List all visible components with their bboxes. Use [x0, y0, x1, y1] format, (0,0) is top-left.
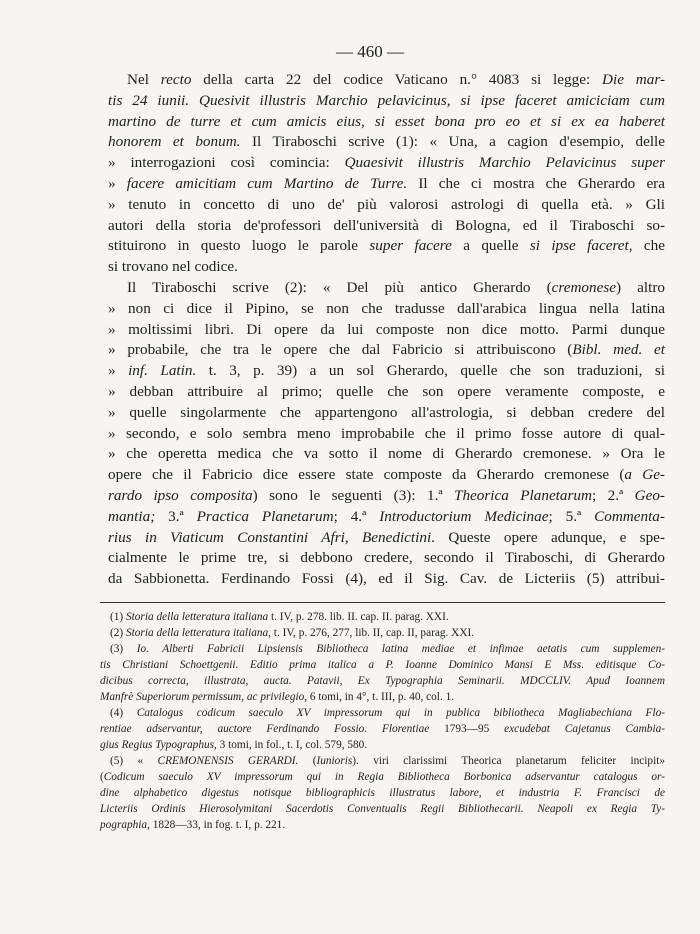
- italic-text: Catalogus codicum saeculo XV impressorum qui in publica bibliotheca Magliabechiana Flo-: [136, 707, 665, 719]
- text: » debban attribuire al primo; quelle che son opere veramente composte, e: [108, 383, 665, 400]
- text: (5) «: [110, 755, 158, 767]
- text: a quelle: [451, 237, 530, 255]
- footnote-line: [100, 770, 665, 785]
- text: » probabile, che tra le opere che dal Fabricio si attribuiscono (: [108, 341, 573, 359]
- text-line: [108, 195, 665, 215]
- text: »: [108, 362, 129, 380]
- italic-text: Commenta-: [594, 507, 665, 525]
- text: (4): [110, 707, 137, 719]
- footnote-line: [110, 754, 665, 769]
- text: » secondo, e solo sembra meno improbabile che il primo fosse autore di qual-: [108, 424, 665, 442]
- italic-text: recto: [160, 71, 192, 88]
- italic-text: super facere: [369, 237, 452, 255]
- text-line: [108, 91, 665, 111]
- italic-text: CREMONENSIS GERARDI.: [157, 755, 299, 767]
- text: autori della storia de'professori dell'università di Bologna, ed il Tiraboschi so-: [108, 216, 665, 234]
- text: » tenuto in concetto di uno de' più valorosi astrologi di quella età. » Gli: [108, 195, 665, 213]
- italic-text: Storia della letteratura italiana: [126, 611, 269, 623]
- text: della carta 22 del codice Vaticano n.° 4083 si legge:: [191, 71, 603, 88]
- text-line: [127, 70, 665, 90]
- footnote-divider: [100, 602, 665, 603]
- italic-text: Licteriis Ordinis Hierosolymitani Sacerdotis Conventualis Regii Bibliothecarii. Neapoli ex Regia Ty-: [100, 803, 665, 815]
- italic-text: Introductorium Medicinae: [379, 507, 549, 525]
- text-line: [108, 174, 665, 194]
- italic-text: inf. Latin.: [128, 362, 197, 380]
- footnote-line: [110, 642, 665, 657]
- footnote-line: [100, 658, 665, 673]
- text-line: [108, 112, 665, 132]
- italic-text: mantia;: [108, 507, 156, 525]
- text: da Sabbionetta. Ferdinando Fossi (4), ed il Sig. Cav. de Licteriis (5) attribui-: [108, 570, 665, 588]
- text: 3.ª: [155, 507, 197, 525]
- text: (: [100, 771, 104, 783]
- text: . Queste opere adunque, e spe-: [431, 528, 665, 546]
- text: ). viri clarissimi Theorica planetarum feliciter incipit»: [352, 755, 666, 767]
- italic-text: martino de turre et cum amicis eius, si esset bona pro eo et si ex ea haberet: [108, 112, 665, 130]
- text-line: [108, 257, 665, 277]
- text-line: [108, 361, 665, 381]
- italic-text: Theorica Planetarum: [454, 487, 592, 504]
- text: (: [298, 755, 317, 767]
- text: opere che il Fabricio dice essere state composte da Gherardo cremonese (: [108, 466, 625, 484]
- footnote-line: [100, 786, 665, 801]
- text: Il Tiraboschi scrive (1): « Una, a cagion d'esempio, delle: [240, 133, 666, 151]
- italic-text: si ipse faceret: [529, 237, 629, 255]
- italic-text: Manfrè Superiorum permissum, ac privilegio,: [100, 691, 308, 703]
- footnote-line: [100, 722, 665, 737]
- italic-text: Die mar-: [602, 71, 666, 88]
- text: 3 tomi, in fol., t. I, col. 579, 580.: [216, 739, 368, 751]
- text-line: [108, 486, 665, 506]
- text-line: [108, 444, 665, 464]
- footnote-line: [110, 610, 665, 625]
- italic-text: honorem et bonum.: [108, 133, 241, 151]
- text: cialmente le prime tre, si debbono credere, secondo il Tiraboschi, di Gherardo: [108, 549, 665, 567]
- text-line: [108, 236, 665, 256]
- italic-text: Iunioris: [316, 755, 353, 767]
- footnote-line: [100, 818, 665, 833]
- text-line: [108, 548, 665, 568]
- text-line: [108, 132, 665, 152]
- text-line: [108, 320, 665, 340]
- text: t. IV, p. 278. lib. II. cap. II. parag. XXI.: [268, 611, 449, 623]
- text: » quelle singolarmente che appartengono all'astrologia, si debban credere del: [108, 403, 665, 421]
- italic-text: dicibus correcta, illustrata, aucta. Patavii, Ex Typographia Seminarii. MDCCLIV. Apud Ioannem: [100, 675, 665, 687]
- text: ) altro: [616, 279, 665, 296]
- text-line: [108, 569, 665, 589]
- text: Il Tiraboschi scrive (2): « Del più antico Gherardo (: [127, 279, 552, 296]
- text-line: [127, 278, 665, 298]
- italic-text: dine alphabetico digestus notisque bibliographicis illustratus labore, et industria F. Francisci de: [100, 787, 665, 799]
- italic-text: rentiae adservantur, auctore Ferdinando Fossio. Florentiae: [100, 723, 430, 735]
- text: stituirono in questo luogo le parole: [108, 237, 370, 255]
- italic-text: a Ge-: [624, 466, 665, 484]
- italic-text: gius Regius Typographus,: [100, 739, 217, 751]
- text: si trovano nel codice.: [108, 258, 238, 276]
- italic-text: pographia: [100, 819, 148, 831]
- text: Nel: [127, 71, 161, 88]
- footnote-line: [100, 738, 665, 753]
- text: (3): [110, 643, 137, 655]
- text-line: [108, 528, 665, 548]
- italic-text: tis 24 iunii. Quesivit illustris Marchio pelavicinus, si ipse faceret amiciciam cum: [108, 91, 665, 109]
- text: ; 5.ª: [548, 507, 595, 525]
- text: 6 tomi, in 4°, t. III, p. 40, col. 1.: [307, 691, 455, 703]
- text: »: [108, 175, 127, 192]
- text: » che operetta medica che va sotto il nome di Gherardo cremonese. » Ora le: [108, 445, 665, 463]
- italic-text: Quaesivit illustris Marchio Pelavicinus super: [344, 154, 665, 172]
- italic-text: Bibl. med. et: [572, 341, 665, 359]
- text: , che: [628, 237, 666, 255]
- italic-text: Io. Alberti Fabricii Lipsiensis Bibliotheca latina mediae et infimae aetatis cum supplemen-: [136, 643, 665, 655]
- text: (1): [110, 611, 126, 623]
- text-line: [108, 340, 665, 360]
- italic-text: Geo-: [634, 487, 665, 504]
- italic-text: tis Christiani Schoettgenii. Editio prima italica a P. Ioanne Dominico Mansi E Mss. editisque Co-: [100, 659, 665, 671]
- text-line: [108, 216, 665, 236]
- text: ; 2.ª: [591, 487, 635, 504]
- italic-text: Storia della letteratura italiana,: [126, 627, 271, 639]
- italic-text: rardo ipso composita: [108, 487, 253, 504]
- footnote-line: [100, 802, 665, 817]
- italic-text: cremonese: [551, 279, 617, 296]
- footnote-line: [110, 626, 665, 641]
- text: t. IV, p. 276, 277, lib. II, cap. II, parag. XXI.: [270, 627, 475, 639]
- text-line: [108, 153, 665, 173]
- footnote-line: [100, 674, 665, 689]
- italic-text: rius in Viaticum Constantini Afri, Benedictini: [108, 528, 432, 546]
- text-line: [108, 382, 665, 402]
- text: » non ci dice il Pipino, se non che tradusse dall'arabica lingua nella latina: [108, 299, 665, 317]
- text: , 1828—33, in fog. t. I, p. 221.: [147, 819, 286, 831]
- italic-text: facere amicitiam cum Martino de Turre.: [126, 175, 408, 192]
- text: » interrogazioni così comincia:: [108, 154, 345, 172]
- footnote-line: [100, 690, 665, 705]
- text-line: [108, 465, 665, 485]
- text: ) sono le seguenti (3): 1.ª: [252, 487, 454, 504]
- text: (2): [110, 627, 126, 639]
- text: » moltissimi libri. Di opere da lui composte non dice motto. Parmi dunque: [108, 320, 665, 338]
- text-line: [108, 507, 665, 527]
- text-line: [108, 403, 665, 423]
- italic-text: Codicum saeculo XV impressorum qui in Regia Bibliotheca Borbonica adservantur catalogus or-: [103, 771, 665, 783]
- page-number: — 460 —: [336, 42, 404, 61]
- italic-text: excudebat Cajetanus Cambia-: [504, 723, 666, 735]
- text: t. 3, p. 39) a un sol Gherardo, quelle che son traduzioni, si: [196, 362, 666, 380]
- italic-text: Practica Planetarum: [196, 507, 334, 525]
- text: ; 4.ª: [333, 507, 380, 525]
- footnote-line: [110, 706, 665, 721]
- text-line: [108, 299, 665, 319]
- text-line: [108, 424, 665, 444]
- text: Il che ci mostra che Gherardo era: [407, 175, 665, 192]
- text: 1793—95: [429, 723, 505, 735]
